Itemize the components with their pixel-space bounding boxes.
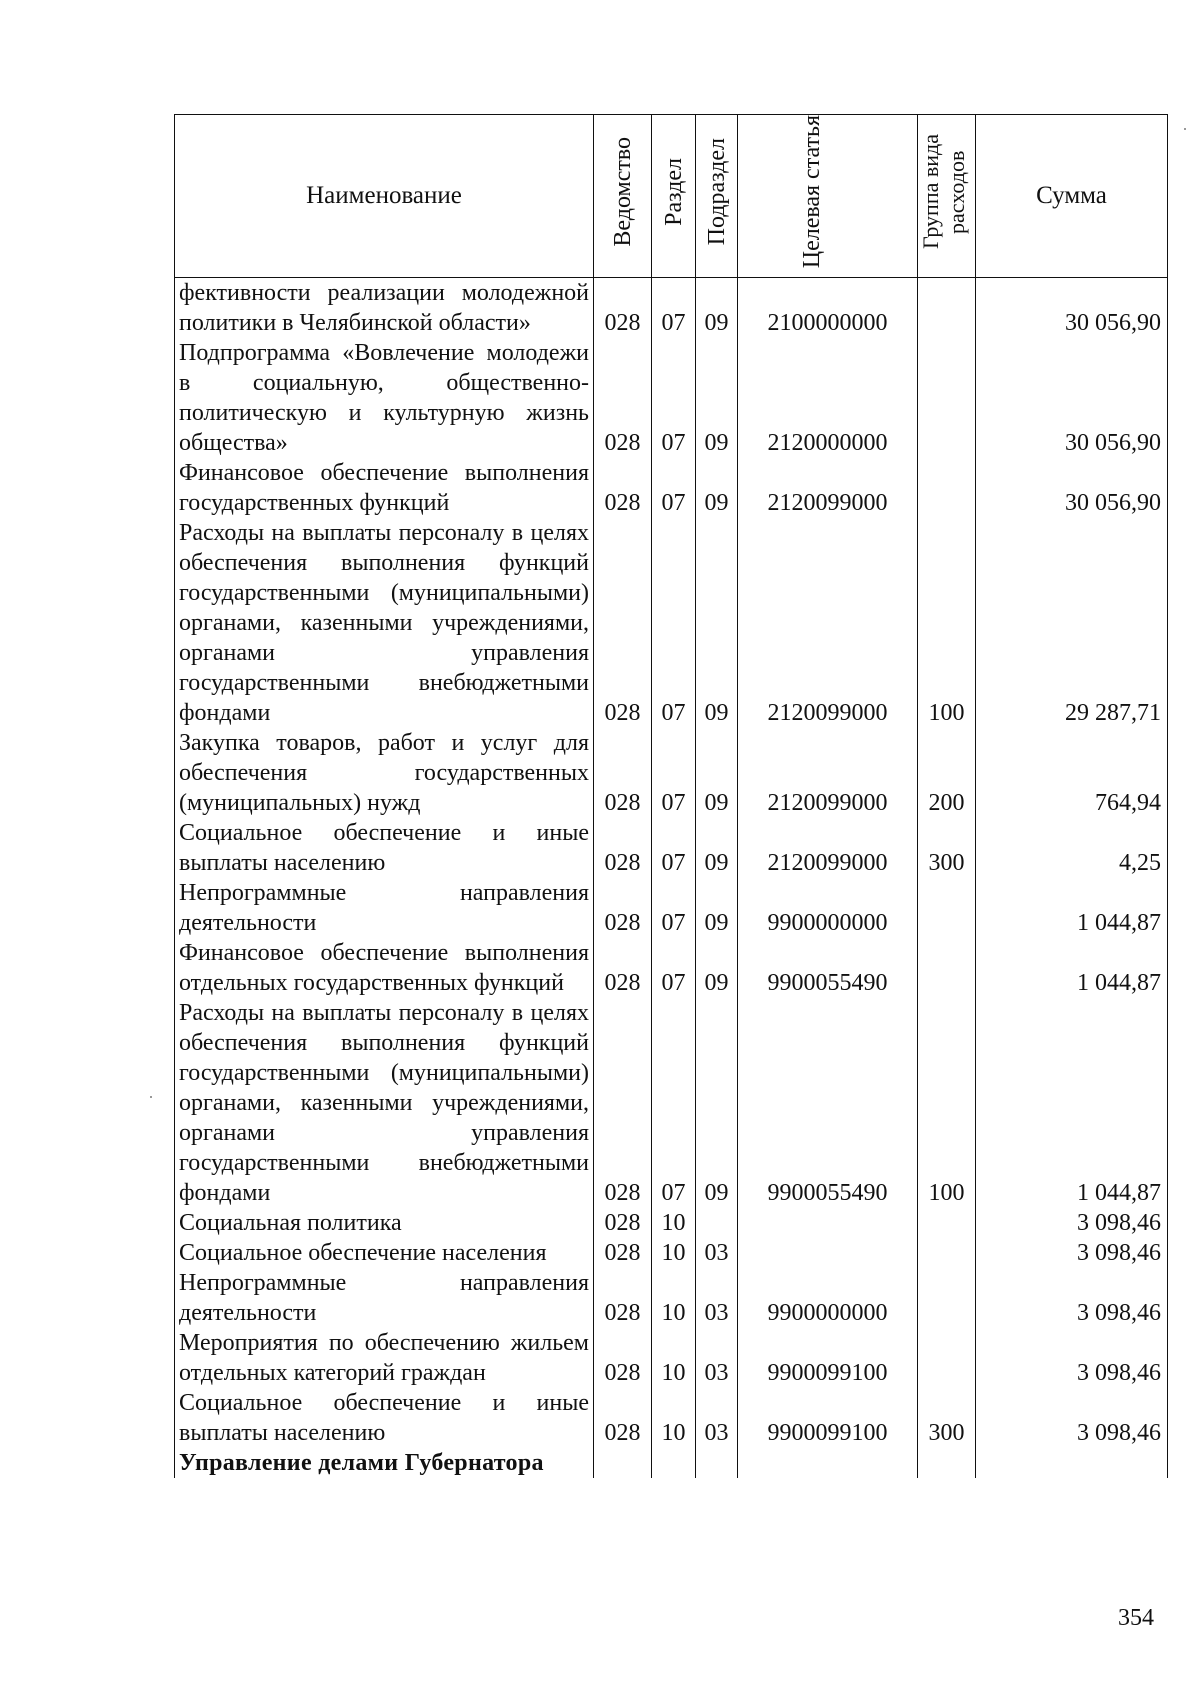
cell-celevaya: 2100000000 [738,278,918,339]
cell-name: Социальная политика [175,1208,594,1238]
table-row [175,1268,1168,1328]
cell-vedomstvo: 028 [594,338,652,458]
table-row [175,998,1168,1208]
cell-razdel: 10 [652,1208,696,1238]
cell-name: Социальное обеспечение и иные выплаты населению [175,818,594,878]
cell-razdel: 07 [652,458,696,518]
cell-gruppa: 200 [918,728,976,818]
table-row [175,338,1168,458]
cell-celevaya: 2120099000 [738,728,918,818]
cell-razdel: 10 [652,1328,696,1388]
header-gruppa: Группа вида расходов [918,115,976,278]
cell-gruppa [918,1238,976,1268]
cell-gruppa: 300 [918,1388,976,1448]
cell-podrazdel: 09 [696,458,738,518]
cell-razdel: 10 [652,1238,696,1268]
header-summa: Сумма [976,115,1168,278]
cell-gruppa [918,878,976,938]
cell-gruppa [918,458,976,518]
cell-razdel: 07 [652,518,696,728]
table-row [175,878,1168,938]
cell-summa: 30 056,90 [976,338,1168,458]
cell-vedomstvo: 028 [594,458,652,518]
table-row [175,1388,1168,1448]
cell-celevaya: 9900099100 [738,1388,918,1448]
cell-name: Непрограммные направления деятельности [175,878,594,938]
cell-summa: 3 098,46 [976,1208,1168,1238]
cell-vedomstvo: 028 [594,878,652,938]
cell-razdel: 07 [652,728,696,818]
cell-name: Мероприятия по обеспечению жильем отдельных категорий граждан [175,1328,594,1388]
cell-vedomstvo: 028 [594,1388,652,1448]
cell-summa: 1 044,87 [976,998,1168,1208]
table-row [175,938,1168,998]
cell-celevaya: 2120000000 [738,338,918,458]
cell-summa [976,1448,1168,1478]
header-podrazdel: Подраздел [696,115,738,278]
cell-celevaya: 9900055490 [738,938,918,998]
cell-vedomstvo: 028 [594,518,652,728]
cell-vedomstvo: 028 [594,1268,652,1328]
cell-name: Финансовое обеспечение выполнения отдельных государственных функций [175,938,594,998]
cell-podrazdel: 09 [696,878,738,938]
cell-celevaya: 9900000000 [738,1268,918,1328]
cell-name: Расходы на выплаты персоналу в целях обеспечения выполнения функций государственными (муниципальными) органами, казенными учреждениями, органами управления государственными внебюджетными фондами [175,518,594,728]
header-celevaya: Целевая статья [738,115,918,278]
cell-summa: 3 098,46 [976,1238,1168,1268]
cell-podrazdel: 09 [696,728,738,818]
cell-name: Подпрограмма «Вовлечение молодежи в социальную, общественно-политическую и культурную жизнь общества» [175,338,594,458]
cell-celevaya: 2120099000 [738,458,918,518]
cell-gruppa [918,938,976,998]
table-header [175,115,1168,278]
table-row [175,818,1168,878]
cell-celevaya [738,1208,918,1238]
cell-podrazdel: 09 [696,938,738,998]
cell-name: Социальное обеспечение населения [175,1238,594,1268]
cell-vedomstvo [594,1448,652,1478]
scan-speck [1184,128,1186,130]
cell-razdel: 10 [652,1388,696,1448]
cell-gruppa: 100 [918,518,976,728]
cell-razdel: 07 [652,278,696,339]
header-razdel: Раздел [652,115,696,278]
cell-podrazdel: 09 [696,278,738,339]
page-number: 354 [1118,1605,1154,1631]
table-row [175,518,1168,728]
cell-razdel: 07 [652,998,696,1208]
cell-podrazdel: 09 [696,818,738,878]
cell-gruppa [918,1208,976,1238]
cell-summa: 3 098,46 [976,1328,1168,1388]
cell-gruppa [918,338,976,458]
cell-summa: 4,25 [976,818,1168,878]
cell-celevaya: 2120099000 [738,818,918,878]
cell-summa: 29 287,71 [976,518,1168,728]
cell-vedomstvo: 028 [594,278,652,339]
cell-gruppa [918,278,976,339]
table-body [175,278,1168,1479]
cell-razdel: 10 [652,1268,696,1328]
cell-podrazdel [696,1448,738,1478]
cell-name: Финансовое обеспечение выполнения государственных функций [175,458,594,518]
cell-podrazdel: 03 [696,1238,738,1268]
cell-gruppa: 100 [918,998,976,1208]
cell-podrazdel: 09 [696,518,738,728]
table-row [175,278,1168,339]
cell-razdel: 07 [652,938,696,998]
cell-name: Расходы на выплаты персоналу в целях обеспечения выполнения функций государственными (муниципальными) органами, казенными учреждениями, органами управления государственными внебюджетными фондами [175,998,594,1208]
table-row [175,1208,1168,1238]
cell-celevaya [738,1238,918,1268]
cell-podrazdel: 03 [696,1328,738,1388]
cell-vedomstvo: 028 [594,818,652,878]
cell-celevaya [738,1448,918,1478]
table-row [175,728,1168,818]
cell-razdel: 07 [652,878,696,938]
cell-summa: 30 056,90 [976,458,1168,518]
cell-summa: 1 044,87 [976,938,1168,998]
cell-celevaya: 2120099000 [738,518,918,728]
cell-name: Социальное обеспечение и иные выплаты населению [175,1388,594,1448]
cell-name: фективности реализации молодежной политики в Челябинской области» [175,278,594,339]
cell-gruppa [918,1328,976,1388]
cell-vedomstvo: 028 [594,998,652,1208]
cell-name: Непрограммные направления деятельности [175,1268,594,1328]
cell-podrazdel: 09 [696,338,738,458]
cell-summa: 764,94 [976,728,1168,818]
cell-razdel: 07 [652,338,696,458]
cell-vedomstvo: 028 [594,1328,652,1388]
cell-name: Управление делами Губернатора [175,1448,594,1478]
cell-vedomstvo: 028 [594,1238,652,1268]
cell-summa: 30 056,90 [976,278,1168,339]
cell-vedomstvo: 028 [594,1208,652,1238]
table-row [175,1238,1168,1268]
cell-celevaya: 9900000000 [738,878,918,938]
cell-gruppa: 300 [918,818,976,878]
cell-vedomstvo: 028 [594,728,652,818]
budget-table [174,114,1168,1478]
cell-summa: 1 044,87 [976,878,1168,938]
table-row [175,458,1168,518]
cell-podrazdel: 09 [696,998,738,1208]
cell-gruppa [918,1268,976,1328]
cell-podrazdel: 03 [696,1388,738,1448]
cell-celevaya: 9900099100 [738,1328,918,1388]
cell-podrazdel: 03 [696,1268,738,1328]
cell-razdel [652,1448,696,1478]
cell-gruppa [918,1448,976,1478]
cell-vedomstvo: 028 [594,938,652,998]
header-name: Наименование [175,115,594,278]
header-vedomstvo: Ведомство [594,115,652,278]
cell-podrazdel [696,1208,738,1238]
cell-summa: 3 098,46 [976,1268,1168,1328]
cell-razdel: 07 [652,818,696,878]
table-row [175,1328,1168,1388]
cell-name: Закупка товаров, работ и услуг для обеспечения государственных (муниципальных) нужд [175,728,594,818]
cell-celevaya: 9900055490 [738,998,918,1208]
scan-speck [150,1096,152,1098]
table-row [175,1448,1168,1478]
cell-summa: 3 098,46 [976,1388,1168,1448]
